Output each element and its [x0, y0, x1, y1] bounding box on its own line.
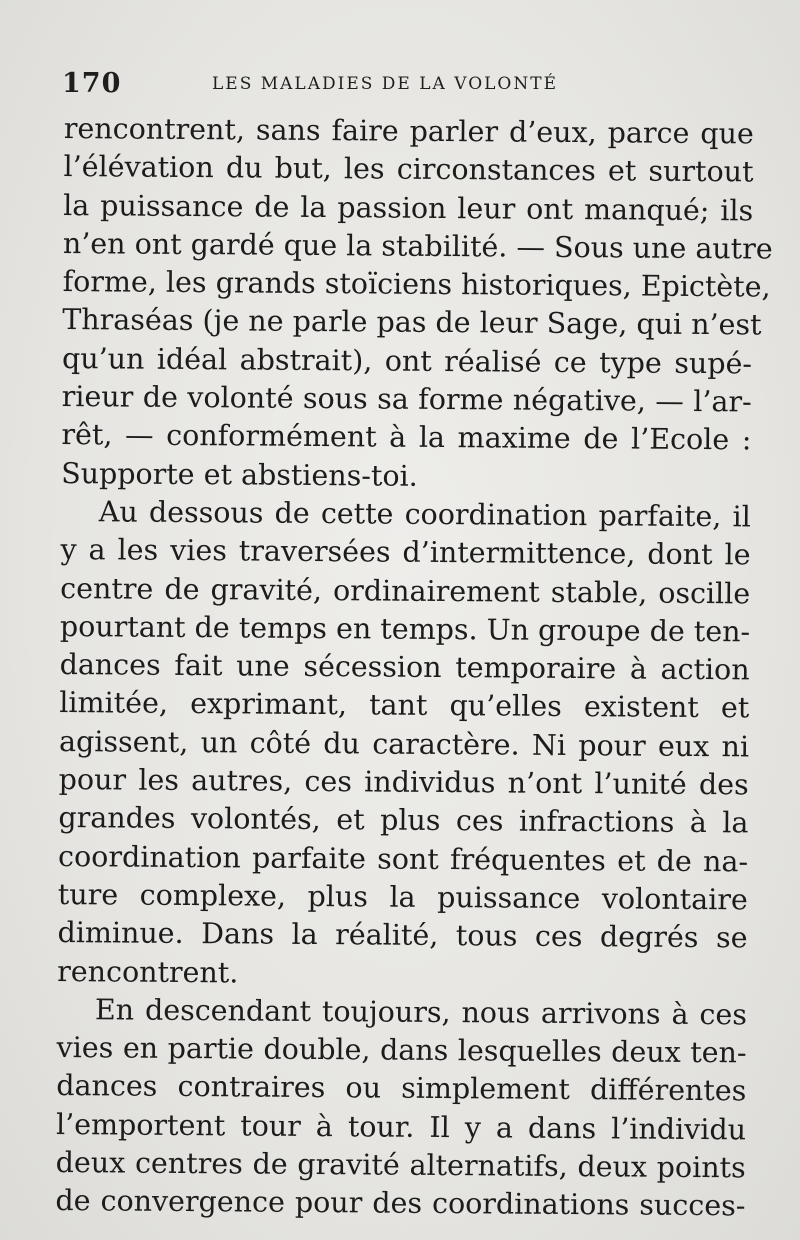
text-line: grandes volontés, et plus ces infractions à la [58, 801, 749, 840]
text-line: Supporte et abstiens-toi. [61, 456, 418, 493]
text-line: vies en partie double, dans lesquelles deux ten- [56, 1031, 747, 1070]
body-text [55, 110, 773, 1226]
text-line: agissent, un côté du caractère. Ni pour eux ni [58, 724, 750, 764]
text-line: dances fait une sécession temporaire à action [59, 648, 750, 687]
paragraph [61, 110, 773, 498]
paragraph [55, 991, 747, 1226]
text-line: deux centres de gravité alternatifs, deux points [55, 1145, 746, 1185]
text-line: Thraséas (je ne parle pas de leur Sage, qui n’est [62, 303, 762, 342]
text-line: rêt, — conformément à la maxime de l’Ecole : [61, 418, 752, 457]
page-header [62, 64, 762, 104]
text-line: pourtant de temps en temps. Un groupe de ten- [59, 609, 751, 649]
text-line: n’en ont gardé que la stabilité. — Sous une autre [62, 226, 773, 266]
text-line: coordination parfaite sont fréquentes et de na- [58, 839, 749, 879]
text-line: rieur de volonté sous sa forme négative, — l’ar- [61, 380, 752, 419]
running-title: LES MALADIES DE LA VOLONTÉ [212, 74, 558, 94]
text-line: rencontrent, sans faire parler d’eux, parce que [63, 111, 754, 151]
text-line: forme, les grands stoïciens historiques, Epictète, [62, 265, 771, 304]
text-line: de convergence pour des coordinations succes- [55, 1184, 746, 1223]
text-line: centre de gravité, ordinairement stable, oscille [60, 571, 751, 610]
page-number: 170 [62, 68, 122, 99]
text-line: la puissance de la passion leur ont manqué; ils [63, 188, 754, 228]
text-line: rencontrent. [57, 954, 239, 989]
text-line: En descendant toujours, nous arrivons à ces [94, 993, 748, 1032]
text-line: l’élévation du but, les circonstances et surtout [63, 150, 754, 189]
text-line: l’emportent tour à tour. Il y a dans l’individu [55, 1107, 747, 1147]
text-line: qu’un idéal abstrait), ont réalisé ce type supé- [61, 341, 753, 381]
paragraph [57, 493, 751, 996]
text-line: ture complexe, plus la puissance volontaire [57, 877, 748, 917]
text-line: diminue. Dans la réalité, tous ces degrés se [57, 916, 748, 955]
text-line: y a les vies traversées d’intermittence, dont le [60, 533, 751, 572]
text-line: limitée, exprimant, tant qu’elles existent et [59, 686, 750, 725]
text-line: pour les autres, ces individus n’ont l’unité des [58, 763, 749, 802]
text-line: dances contraires ou simplement différentes [56, 1069, 747, 1108]
text-line: Au dessous de cette coordination parfaite, il [98, 495, 751, 534]
